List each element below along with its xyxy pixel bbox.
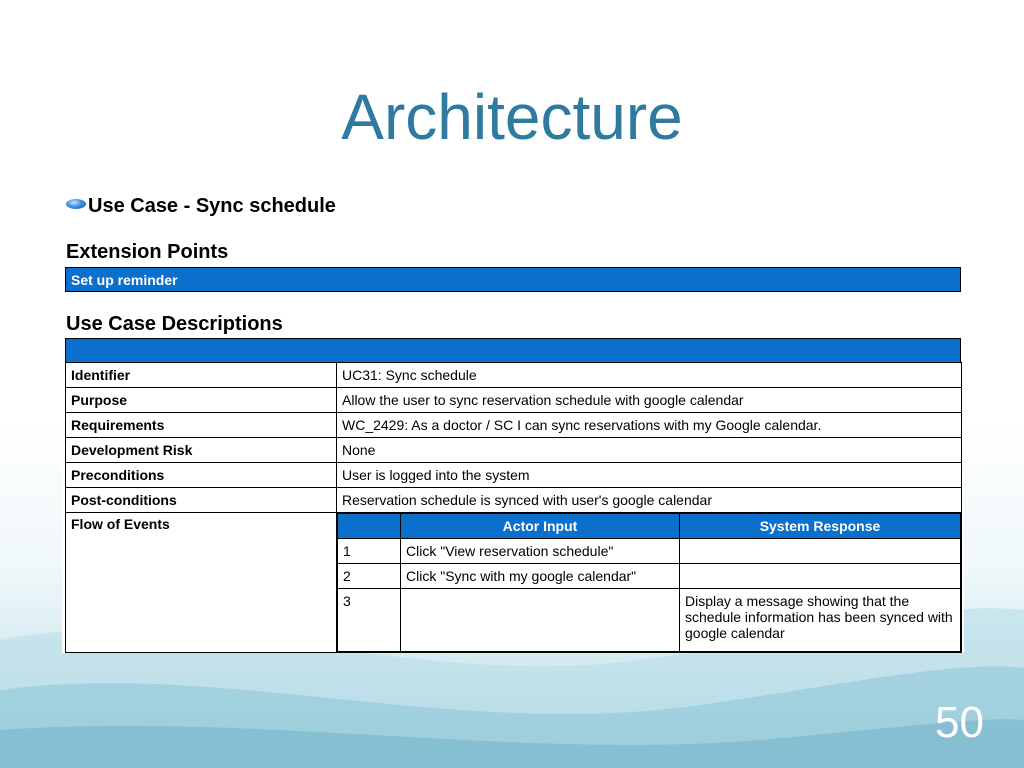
actor-input-header: Actor Input: [401, 514, 680, 539]
table-row: [66, 363, 962, 388]
row-value: Reservation schedule is synced with user's google calendar: [337, 488, 962, 513]
row-value: None: [337, 438, 962, 463]
row-label: Preconditions: [66, 463, 337, 488]
flow-header-row: [338, 514, 961, 539]
row-label: Requirements: [66, 413, 337, 438]
table-row: [66, 413, 962, 438]
flow-step-actor: Click "View reservation schedule": [401, 539, 680, 564]
row-value: Allow the user to sync reservation schedule with google calendar: [337, 388, 962, 413]
flow-of-events-label: Flow of Events: [66, 513, 337, 653]
system-response-header: System Response: [680, 514, 961, 539]
flow-step-system: [680, 564, 961, 589]
row-value: UC31: Sync schedule: [337, 363, 962, 388]
row-label: Development Risk: [66, 438, 337, 463]
flow-step-actor: Click "Sync with my google calendar": [401, 564, 680, 589]
flow-step-system: [680, 539, 961, 564]
flow-step-number: 1: [338, 539, 401, 564]
flow-step-actor: [401, 589, 680, 652]
use-case-heading-text: Use Case - Sync schedule: [88, 195, 336, 217]
flow-step-system: Display a message showing that the schedule information has been synced with google calendar: [680, 589, 961, 652]
row-label: Identifier: [66, 363, 337, 388]
flow-step-row: [338, 539, 961, 564]
flow-step-number: 3: [338, 589, 401, 652]
row-value: WC_2429: As a doctor / SC I can sync reservations with my Google calendar.: [337, 413, 962, 438]
page-number: 50: [935, 698, 984, 747]
use-case-document: [62, 191, 964, 653]
flow-of-events-table: [337, 513, 961, 652]
descriptions-header-bar: [65, 338, 961, 363]
slide-title: Architecture: [341, 81, 683, 153]
use-case-heading: [66, 195, 336, 218]
table-row: [66, 438, 962, 463]
extension-point-item: Set up reminder: [65, 267, 961, 292]
flow-step-header: [338, 514, 401, 539]
table-row: [66, 488, 962, 513]
flow-step-number: 2: [338, 564, 401, 589]
flow-of-events-cell: [337, 513, 962, 653]
table-row: [66, 388, 962, 413]
blue-bullet-icon: [66, 199, 86, 209]
flow-of-events-row: [66, 513, 962, 653]
use-case-description-table: [65, 362, 962, 653]
flow-step-row: [338, 564, 961, 589]
row-label: Post-conditions: [66, 488, 337, 513]
use-case-descriptions-title: Use Case Descriptions: [66, 313, 283, 335]
row-label: Purpose: [66, 388, 337, 413]
flow-step-row: [338, 589, 961, 652]
row-value: User is logged into the system: [337, 463, 962, 488]
extension-points-title: Extension Points: [66, 241, 229, 263]
table-row: [66, 463, 962, 488]
